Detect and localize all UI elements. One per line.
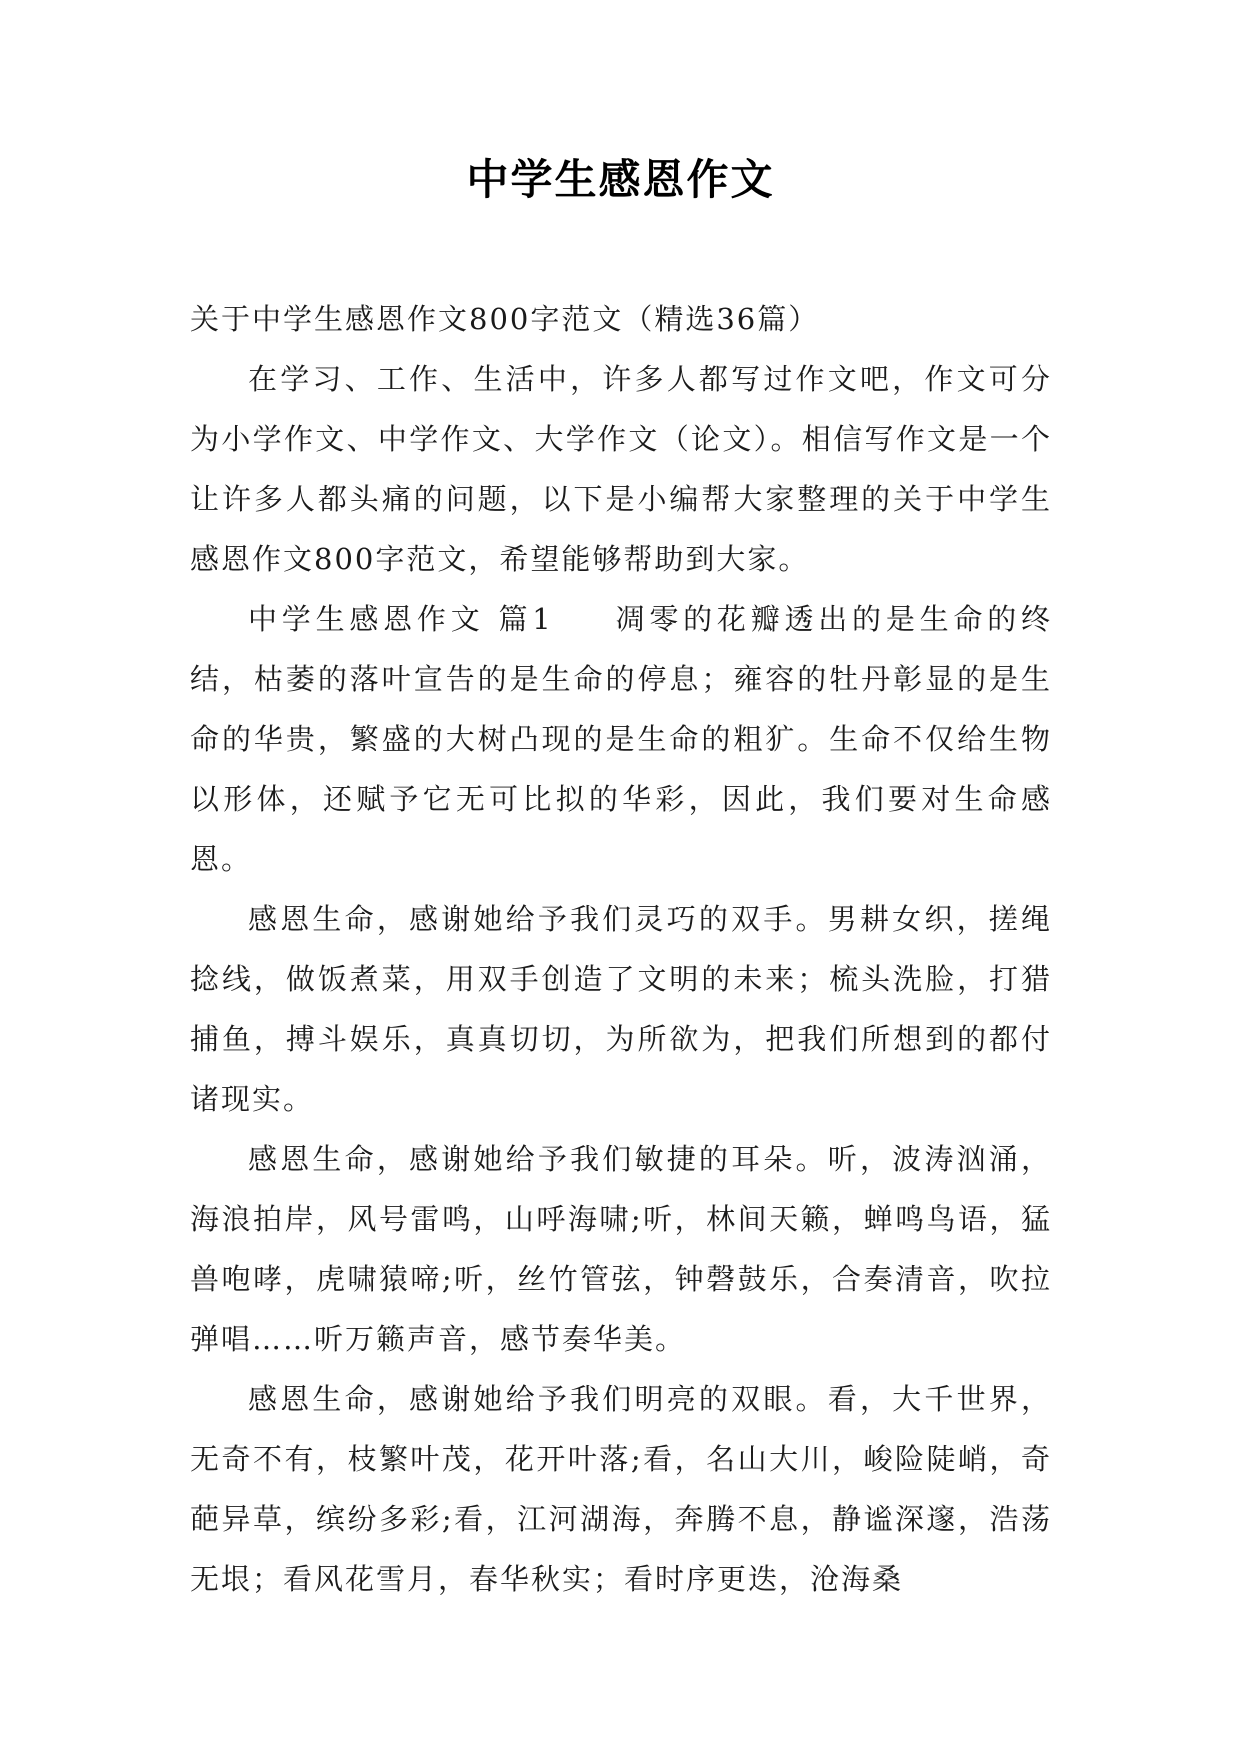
document-body	[190, 289, 1052, 1609]
paragraph-2: 感恩生命，感谢她给予我们灵巧的双手。男耕女织，搓绳捻线，做饭煮菜，用双手创造了文明的未来；梳头洗脸，打猎捕鱼，搏斗娱乐，真真切切，为所欲为，把我们所想到的都付诸现实。	[190, 902, 1052, 1116]
paragraph-3: 感恩生命，感谢她给予我们敏捷的耳朵。听，波涛汹涌，海浪拍岸，风号雷鸣，山呼海啸;听，林间天籁，蝉鸣鸟语，猛兽咆哮，虎啸猿啼;听，丝竹管弦，钟磬鼓乐，合奏清音，吹拉弹唱……听万籁声音，感节奏华美。	[190, 1142, 1052, 1356]
intro-paragraph: 在学习、工作、生活中，许多人都写过作文吧，作文可分为小学作文、中学作文、大学作文（论文）。相信写作文是一个让许多人都头痛的问题，以下是小编帮大家整理的关于中学生感恩作文800字范文，希望能够帮助到大家。	[190, 362, 1052, 576]
document-subtitle: 关于中学生感恩作文800字范文（精选36篇）	[190, 302, 820, 336]
section-heading: 中学生感恩作文 篇1	[248, 602, 553, 636]
section-1-paragraph	[190, 589, 1052, 889]
paragraph-1: 凋零的花瓣透出的是生命的终结，枯萎的落叶宣告的是生命的停息；雍容的牡丹彰显的是生命的华贵，繁盛的大树凸现的是生命的粗犷。生命不仅给生物以形体，还赋予它无可比拟的华彩，因此，我们要对生命感恩。	[190, 602, 1052, 876]
paragraph-4: 感恩生命，感谢她给予我们明亮的双眼。看，大千世界，无奇不有，枝繁叶茂，花开叶落;看，名山大川，峻险陡峭，奇葩异草，缤纷多彩;看，江河湖海，奔腾不息，静谧深邃，浩荡无垠；看风花雪月，春华秋实；看时序更迭，沧海桑	[190, 1382, 1052, 1596]
document-title: 中学生感恩作文	[466, 155, 775, 204]
